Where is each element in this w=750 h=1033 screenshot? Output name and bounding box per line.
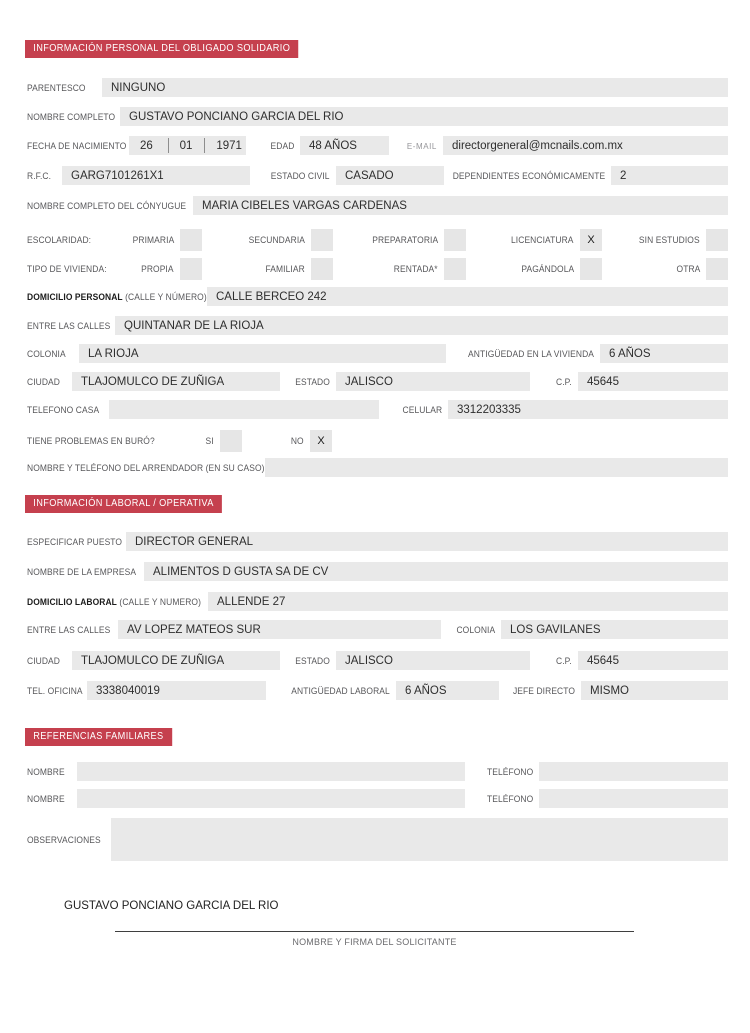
domicilio-laboral-field[interactable]: ALLENDE 27 xyxy=(208,592,728,611)
sin-estudios-label: SIN ESTUDIOS xyxy=(639,235,700,245)
row-colonia-personal xyxy=(0,344,750,363)
checkbox-propia[interactable] xyxy=(180,258,202,280)
checkbox-familiar[interactable] xyxy=(311,258,333,280)
domicilio-personal-field[interactable]: CALLE BERCEO 242 xyxy=(207,287,728,306)
puesto-field[interactable]: DIRECTOR GENERAL xyxy=(126,532,728,551)
ref1-nombre-label: NOMBRE xyxy=(27,766,65,777)
row-empresa xyxy=(0,562,750,581)
antiguedad-vivienda-field[interactable]: 6 AÑOS xyxy=(600,344,728,363)
colonia-field[interactable]: LA RIOJA xyxy=(79,344,446,363)
arrendador-label: NOMBRE Y TELÉFONO DEL ARRENDADOR (EN SU CASO) xyxy=(27,462,265,473)
arrendador-field[interactable] xyxy=(265,458,728,477)
jefe-directo-field[interactable]: MISMO xyxy=(581,681,728,700)
email-field[interactable]: directorgeneral@mcnails.com.mx xyxy=(443,136,728,155)
escolaridad-label: ESCOLARIDAD: xyxy=(27,235,92,245)
estado-civil-field[interactable]: CASADO xyxy=(336,166,444,185)
buro-label: TIENE PROBLEMAS EN BURÓ? xyxy=(27,436,155,446)
cp-label: C.P. xyxy=(556,376,572,387)
tel-oficina-label: TEL. OFICINA xyxy=(27,685,83,696)
ciudad-laboral-field[interactable]: TLAJOMULCO DE ZUÑIGA xyxy=(72,651,280,670)
section-header-personal: INFORMACIÓN PERSONAL DEL OBLIGADO SOLIDARIO xyxy=(25,40,299,58)
row-tipo-vivienda xyxy=(0,258,750,280)
cp-laboral-field[interactable]: 45645 xyxy=(578,651,728,670)
rentada-label: RENTADA* xyxy=(394,264,438,274)
checkbox-buro-no[interactable]: X xyxy=(310,430,332,452)
antiguedad-laboral-field[interactable]: 6 AÑOS xyxy=(396,681,499,700)
checkbox-rentada[interactable] xyxy=(444,258,466,280)
familiar-label: FAMILIAR xyxy=(265,264,305,274)
section-header-laboral: INFORMACIÓN LABORAL / OPERATIVA xyxy=(25,495,222,513)
empresa-label: NOMBRE DE LA EMPRESA xyxy=(27,566,137,577)
row-domicilio-laboral xyxy=(0,592,750,611)
antiguedad-vivienda-label: ANTIGÜEDAD EN LA VIVIENDA xyxy=(467,348,594,359)
section-header-referencias: REFERENCIAS FAMILIARES xyxy=(25,728,172,746)
edad-field[interactable]: 48 AÑOS xyxy=(300,136,389,155)
celular-field[interactable]: 3312203335 xyxy=(448,400,728,419)
ciudad-label: CIUDAD xyxy=(27,376,61,387)
puesto-label: ESPECIFICAR PUESTO xyxy=(27,536,123,547)
parentesco-field[interactable]: NINGUNO xyxy=(102,78,728,97)
entre-calles-label: ENTRE LAS CALLES xyxy=(27,320,111,331)
fecha-dia-field[interactable]: 26 xyxy=(140,139,153,152)
row-domicilio-personal xyxy=(0,287,750,306)
nombre-completo-label: NOMBRE COMPLETO xyxy=(27,111,116,122)
edad-label: EDAD xyxy=(270,140,294,151)
fecha-anio-field[interactable]: 1971 xyxy=(216,139,242,152)
domicilio-laboral-label: DOMICILIO LABORAL (CALLE Y NUMERO) xyxy=(27,596,201,607)
colonia-laboral-label: COLONIA xyxy=(456,624,495,635)
tipo-vivienda-label: TIPO DE VIVIENDA: xyxy=(27,264,107,274)
ciudad-laboral-label: CIUDAD xyxy=(27,655,61,666)
row-fecha-nacimiento xyxy=(0,136,750,155)
cp-field[interactable]: 45645 xyxy=(578,372,728,391)
row-rfc xyxy=(0,166,750,185)
row-referencia-1 xyxy=(0,762,750,781)
dependientes-label: DEPENDIENTES ECONÓMICAMENTE xyxy=(452,170,605,181)
firma-nombre: GUSTAVO PONCIANO GARCIA DEL RIO xyxy=(64,900,279,912)
ref2-nombre-label: NOMBRE xyxy=(27,793,65,804)
dependientes-field[interactable]: 2 xyxy=(611,166,728,185)
estado-field[interactable]: JALISCO xyxy=(336,372,530,391)
colonia-laboral-field[interactable]: LOS GAVILANES xyxy=(501,620,728,639)
tel-oficina-field[interactable]: 3338040019 xyxy=(87,681,266,700)
row-conyuge xyxy=(0,196,750,215)
fecha-mes-field[interactable]: 01 xyxy=(179,139,193,152)
checkbox-otra[interactable] xyxy=(706,258,728,280)
fecha-nacimiento-field[interactable] xyxy=(129,136,246,155)
licenciatura-label: LICENCIATURA xyxy=(511,235,574,245)
entre-calles-field[interactable]: QUINTANAR DE LA RIOJA xyxy=(115,316,728,335)
row-parentesco xyxy=(0,78,750,97)
observaciones-label: OBSERVACIONES xyxy=(27,834,101,845)
row-entre-calles-personal xyxy=(0,316,750,335)
fecha-nacimiento-label: FECHA DE NACIMIENTO xyxy=(27,140,127,151)
estado-label: ESTADO xyxy=(295,376,330,387)
preparatoria-label: PREPARATORIA xyxy=(371,235,438,245)
antiguedad-laboral-label: ANTIGÜEDAD LABORAL xyxy=(291,685,390,696)
buro-si-label: SI xyxy=(205,436,214,446)
row-escolaridad xyxy=(0,229,750,251)
secundaria-label: SECUNDARIA xyxy=(248,235,305,245)
checkbox-primaria[interactable] xyxy=(180,229,202,251)
ref1-telefono-label: TELÉFONO xyxy=(486,766,533,777)
row-tel-oficina xyxy=(0,681,750,700)
empresa-field[interactable]: ALIMENTOS D GUSTA SA DE CV xyxy=(144,562,728,581)
checkbox-secundaria[interactable] xyxy=(311,229,333,251)
jefe-directo-label: JEFE DIRECTO xyxy=(512,685,575,696)
checkbox-licenciatura[interactable]: X xyxy=(580,229,602,251)
entre-calles-laboral-label: ENTRE LAS CALLES xyxy=(27,624,111,635)
row-ciudad-laboral xyxy=(0,651,750,670)
checkbox-preparatoria[interactable] xyxy=(444,229,466,251)
estado-laboral-field[interactable]: JALISCO xyxy=(336,651,530,670)
conyuge-field[interactable]: MARIA CIBELES VARGAS CARDENAS xyxy=(193,196,728,215)
estado-civil-label: ESTADO CIVIL xyxy=(271,170,330,181)
row-puesto xyxy=(0,532,750,551)
row-telefonos xyxy=(0,400,750,419)
propia-label: PROPIA xyxy=(141,264,174,274)
row-buro xyxy=(0,430,750,452)
row-referencia-2 xyxy=(0,789,750,808)
row-entre-calles-laboral xyxy=(0,620,750,639)
row-ciudad-personal xyxy=(0,372,750,391)
row-observaciones xyxy=(0,818,750,861)
domicilio-personal-label: DOMICILIO PERSONAL (CALLE Y NÚMERO) xyxy=(27,291,207,302)
ref2-nombre-field[interactable] xyxy=(77,789,465,808)
otra-label: OTRA xyxy=(676,264,700,274)
ref1-telefono-field[interactable] xyxy=(539,762,728,781)
pagandola-label: PAGÁNDOLA xyxy=(521,264,574,274)
cp-laboral-label: C.P. xyxy=(556,655,572,666)
ciudad-field[interactable]: TLAJOMULCO DE ZUÑIGA xyxy=(72,372,280,391)
colonia-label: COLONIA xyxy=(27,348,66,359)
rfc-label: R.F.C. xyxy=(27,170,52,181)
checkbox-pagandola[interactable] xyxy=(580,258,602,280)
row-nombre-completo xyxy=(0,107,750,126)
celular-label: CELULAR xyxy=(402,404,442,415)
firma-caption: NOMBRE Y FIRMA DEL SOLICITANTE xyxy=(292,937,457,947)
signature-line xyxy=(115,931,634,932)
row-arrendador xyxy=(0,458,750,477)
telefono-casa-field[interactable] xyxy=(109,400,379,419)
ref1-nombre-field[interactable] xyxy=(77,762,465,781)
checkbox-buro-si[interactable] xyxy=(220,430,242,452)
ref2-telefono-label: TELÉFONO xyxy=(486,793,533,804)
entre-calles-laboral-field[interactable]: AV LOPEZ MATEOS SUR xyxy=(118,620,441,639)
estado-laboral-label: ESTADO xyxy=(295,655,330,666)
nombre-completo-field[interactable]: GUSTAVO PONCIANO GARCIA DEL RIO xyxy=(120,107,728,126)
conyuge-label: NOMBRE COMPLETO DEL CÓNYUGUE xyxy=(27,200,187,211)
primaria-label: PRIMARIA xyxy=(132,235,174,245)
rfc-field[interactable]: GARG7101261X1 xyxy=(62,166,250,185)
email-label: E-MAIL xyxy=(406,140,437,151)
checkbox-sin-estudios[interactable] xyxy=(706,229,728,251)
parentesco-label: PARENTESCO xyxy=(27,82,86,93)
ref2-telefono-field[interactable] xyxy=(539,789,728,808)
telefono-casa-label: TELEFONO CASA xyxy=(27,404,100,415)
buro-no-label: NO xyxy=(291,436,304,446)
observaciones-field[interactable] xyxy=(111,818,728,861)
